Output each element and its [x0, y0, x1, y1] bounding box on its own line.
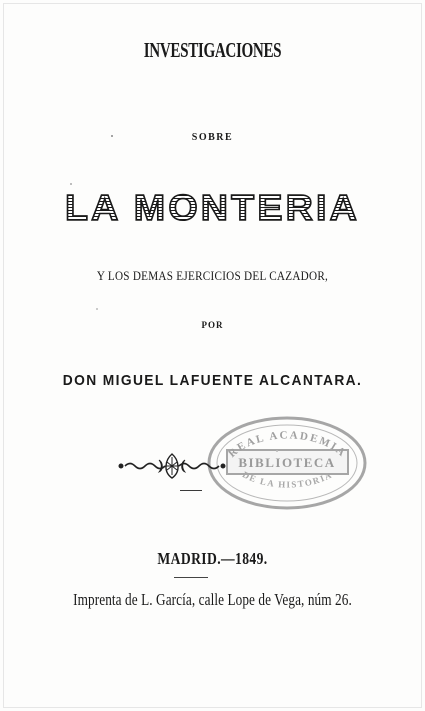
author-name: DON MIGUEL LAFUENTE ALCANTARA. — [62, 372, 363, 389]
library-stamp — [205, 413, 370, 513]
floral-ornament — [117, 450, 227, 482]
ink-speck — [96, 308, 98, 310]
main-title-la-monteria — [0, 185, 425, 229]
stamp-top-text: REAL ACADEMIA — [226, 429, 349, 461]
city-year: MADRID.—1849. — [157, 549, 268, 568]
ink-speck — [70, 183, 72, 185]
main-title-text: LA MONTERIA — [65, 187, 360, 228]
subtitle: Y LOS DEMAS EJERCICIOS DEL CAZADOR, — [96, 268, 329, 283]
city-rule — [174, 577, 208, 578]
stamp-bottom-text: DE LA HISTORIA — [240, 469, 335, 490]
stamp-middle-text: BIBLIOTECA — [238, 455, 336, 470]
imprint-line: Imprenta de L. García, calle Lope de Vega, núm 26. — [73, 590, 352, 609]
by-label: POR — [201, 320, 224, 330]
title-investigaciones: INVESTIGACIONES — [143, 38, 282, 62]
ink-speck — [276, 450, 278, 452]
title-sobre: SOBRE — [191, 132, 234, 143]
ornament-rule — [180, 490, 202, 491]
